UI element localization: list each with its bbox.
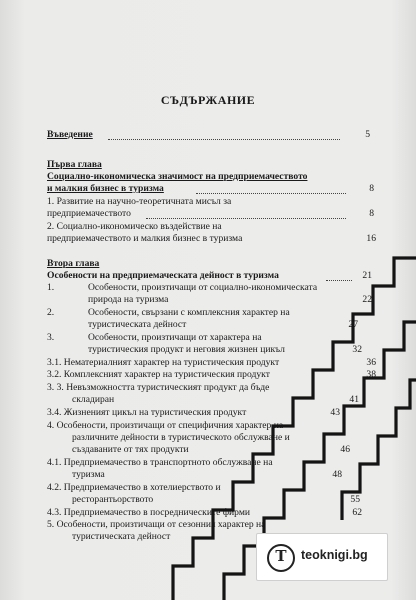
toc-item-1-2-page: 16 [366,233,376,244]
toc-item-2-3-1: 3.1. Нематериалният характер на туристическия продукт [47,357,280,368]
toc-item-2-3-3-line2: складиран [72,394,115,405]
toc-item-2-1-page: 22 [362,294,372,305]
chapter1-heading: Първа глава [47,159,102,170]
toc-item-2-3-3-page: 41 [349,394,359,405]
toc-item-2-3-2-page: 38 [366,369,376,380]
toc-item-2-3-num: 3. [47,332,55,343]
toc-item-1-2-line1: 2. Социално-икономическо въздействие на [47,221,222,232]
page-title: СЪДЪРЖАНИЕ [160,93,256,107]
toc-item-1-2-line2: предприемачеството и малкия бизнес в туризма [47,233,243,244]
toc-item-2-3-3-line1: 3. 3. Невъзможността туристическият продукт да бъде [47,382,270,393]
toc-item-2-4-line2: различните дейности в туристическото обслужване и [72,432,290,443]
toc-item-2-4-line1: 4. Особености, произтичащи от специфичния характер на [47,420,284,431]
toc-item-2-4-3-page: 62 [352,507,362,518]
toc-item-2-1-line2: природа на туризма [88,294,169,305]
toc-item-2-4-2-line2: ресторантьорството [72,494,154,505]
toc-item-2-4-1-line2: туризма [72,469,105,480]
chapter2-title: Особености на предприемаческата дейност в туризма [47,270,279,281]
toc-item-2-3-2: 3.2. Комплексният характер на туристическия продукт [47,369,270,380]
teoknigi-logo [256,533,388,581]
toc-item-2-2-page: 27 [348,319,358,330]
logo-site-name: teoknigi.bg [301,548,368,562]
toc-item-2-1-line1: Особености, произтичащи от социално-икономическата [88,282,318,293]
toc-intro-page: 5 [365,129,370,140]
book-t-icon [267,544,295,572]
toc-item-2-4-3: 4.3. Предприемачество в посредническите фирми [47,507,251,518]
toc-item-1-1-line2: предприемачеството [47,208,131,219]
toc-item-2-3-1-page: 36 [366,357,376,368]
chapter1-title-line1: Социално-икономическа значимост на предприемачеството [47,171,308,182]
toc-item-2-3-page: 32 [352,344,362,355]
toc-item-2-2-line1: Особености, свързани с комплексния характер на [88,307,290,318]
toc-item-2-4-1-line1: 4.1. Предприемачество в транспортното обслужване на [47,457,273,468]
chapter2-title-page: 21 [362,270,372,281]
toc-item-1-1-page: 8 [369,208,374,219]
toc-item-2-4-2-page: 55 [350,494,360,505]
chapter1-title-page: 8 [369,183,374,194]
toc-item-2-3-line1: Особености, произтичащи от характера на [88,332,262,343]
logo-letter: T [275,547,287,565]
toc-item-2-1-num: 1. [47,282,55,293]
toc-item-2-5-line2: туристическата дейност [72,531,171,542]
toc-item-2-3-line2: туристическия продукт и неговия жизнен цикъл [88,344,285,355]
toc-item-2-2-line2: туристическата дейност [88,319,187,330]
toc-item-2-3-4: 3.4. Жизненият цикъл на туристическия продукт [47,407,247,418]
chapter1-title-line2: и малкия бизнес в туризма [47,183,164,194]
toc-item-2-2-num: 2. [47,307,55,318]
toc-item-2-4-1-page: 48 [332,469,342,480]
toc-item-2-4-2-line1: 4.2. Предприемачество в хотелиерството и [47,482,221,493]
toc-item-1-1-line1: 1. Развитие на научно-теоретичната мисъл за [47,196,232,207]
chapter2-heading: Втора глава [47,258,100,269]
toc-item-2-5-line1: 5. Особености, произтичащи от сезонния характер на [47,519,266,530]
toc-item-2-4-line3: създаваните от тях продукти [72,444,189,455]
toc-item-2-3-4-page: 43 [330,407,340,418]
toc-item-2-4-page: 46 [340,444,350,455]
toc-intro-label: Въведение [47,129,93,140]
